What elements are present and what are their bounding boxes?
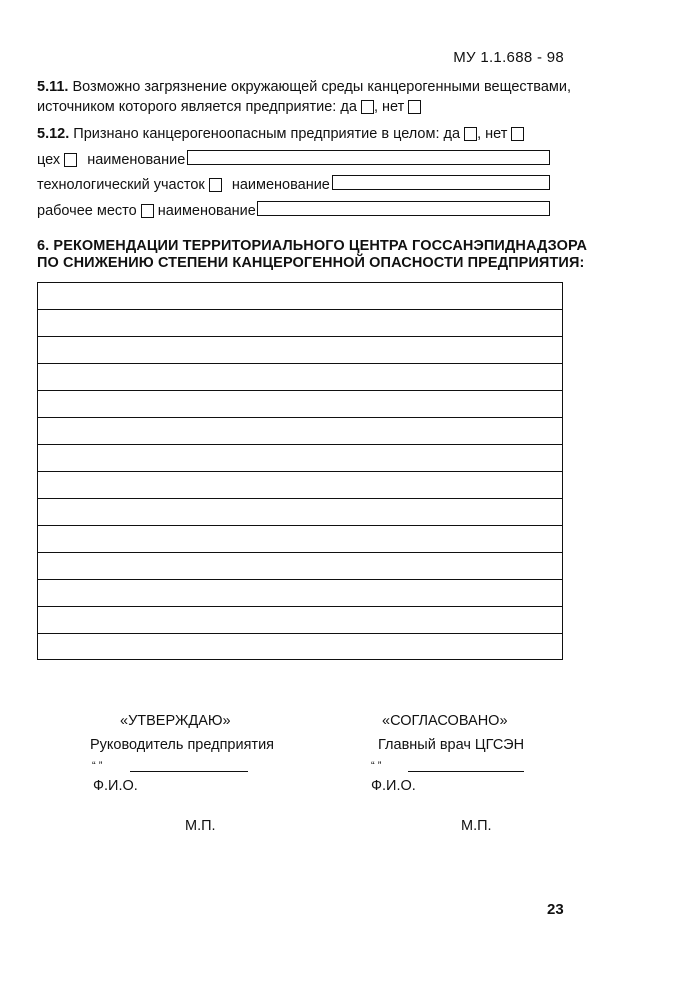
approve-date-quotes: “ ” [92,760,103,772]
recommendation-row[interactable] [38,580,562,607]
recommendation-row[interactable] [38,310,562,337]
shop-name-label: наименование [87,152,186,168]
section-checkbox[interactable] [209,178,222,192]
shop-row [37,152,185,168]
section-6-heading-line2: ПО СНИЖЕНИЮ СТЕПЕНИ КАНЦЕРОГЕННОЙ ОПАСНОСТИ ПРЕДПРИЯТИЯ: [37,255,585,271]
item-5-11-no-checkbox[interactable] [408,100,421,114]
document-code: МУ 1.1.688 - 98 [453,49,564,66]
recommendation-row[interactable] [38,364,562,391]
section-name-label: наименование [231,177,330,193]
workplace-row [37,203,256,219]
approve-fio: Ф.И.О. [93,778,138,794]
item-5-11-line1 [37,79,571,95]
recommendation-row[interactable] [38,445,562,472]
recommendation-row[interactable] [38,526,562,553]
item-5-11-text: Возможно загрязнение окружающей среды канцерогенными веществами, [72,79,572,95]
item-5-12-text: Признано канцерогеноопасным предприятие в целом: да [73,126,461,142]
item-5-11-question: источником которого является предприятие: да [37,99,357,115]
shop-name-field[interactable] [187,150,550,165]
item-5-12-number: 5.12. [37,126,70,142]
item-5-12-no-label: , нет [477,126,508,142]
workplace-name-field[interactable] [257,201,550,216]
section-6-heading-line1: 6. РЕКОМЕНДАЦИИ ТЕРРИТОРИАЛЬНОГО ЦЕНТРА ГОССАНЭПИДНАДЗОРА [37,238,588,254]
agree-role: Главный врач ЦГСЭН [378,737,525,753]
recommendation-row[interactable] [38,472,562,499]
item-5-12-no-checkbox[interactable] [511,127,524,141]
item-5-11-no-label: , нет [373,99,405,115]
section-name-field[interactable] [332,175,550,190]
recommendation-row[interactable] [38,634,562,661]
section-row [37,177,330,193]
agree-date-quotes: “ ” [371,760,382,772]
shop-label: цех [37,152,61,168]
recommendation-row[interactable] [38,607,562,634]
agree-stamp: М.П. [461,818,492,834]
workplace-checkbox[interactable] [141,204,154,218]
page-number: 23 [547,901,564,918]
recommendations-table [37,282,563,660]
item-5-11-yes-checkbox[interactable] [361,100,374,114]
agree-signature-line[interactable] [408,771,524,772]
workplace-label: рабочее место [37,203,137,219]
recommendation-row[interactable] [38,499,562,526]
agree-fio: Ф.И.О. [371,778,416,794]
item-5-11-line2 [37,99,421,115]
approve-signature-line[interactable] [130,771,248,772]
approve-stamp: М.П. [185,818,216,834]
recommendation-row[interactable] [38,391,562,418]
approve-title: «УТВЕРЖДАЮ» [120,713,231,729]
item-5-12-line [37,126,524,142]
item-5-12-yes-checkbox[interactable] [464,127,477,141]
section-label: технологический участок [37,177,205,193]
recommendation-row[interactable] [38,418,562,445]
recommendation-row[interactable] [38,337,562,364]
item-5-11-number: 5.11. [37,79,69,95]
recommendation-row[interactable] [38,283,562,310]
approve-role: Руководитель предприятия [90,737,275,753]
agree-title: «СОГЛАСОВАНО» [382,713,508,729]
recommendation-row[interactable] [38,553,562,580]
workplace-name-label: наименование [157,203,256,219]
shop-checkbox[interactable] [64,153,77,167]
